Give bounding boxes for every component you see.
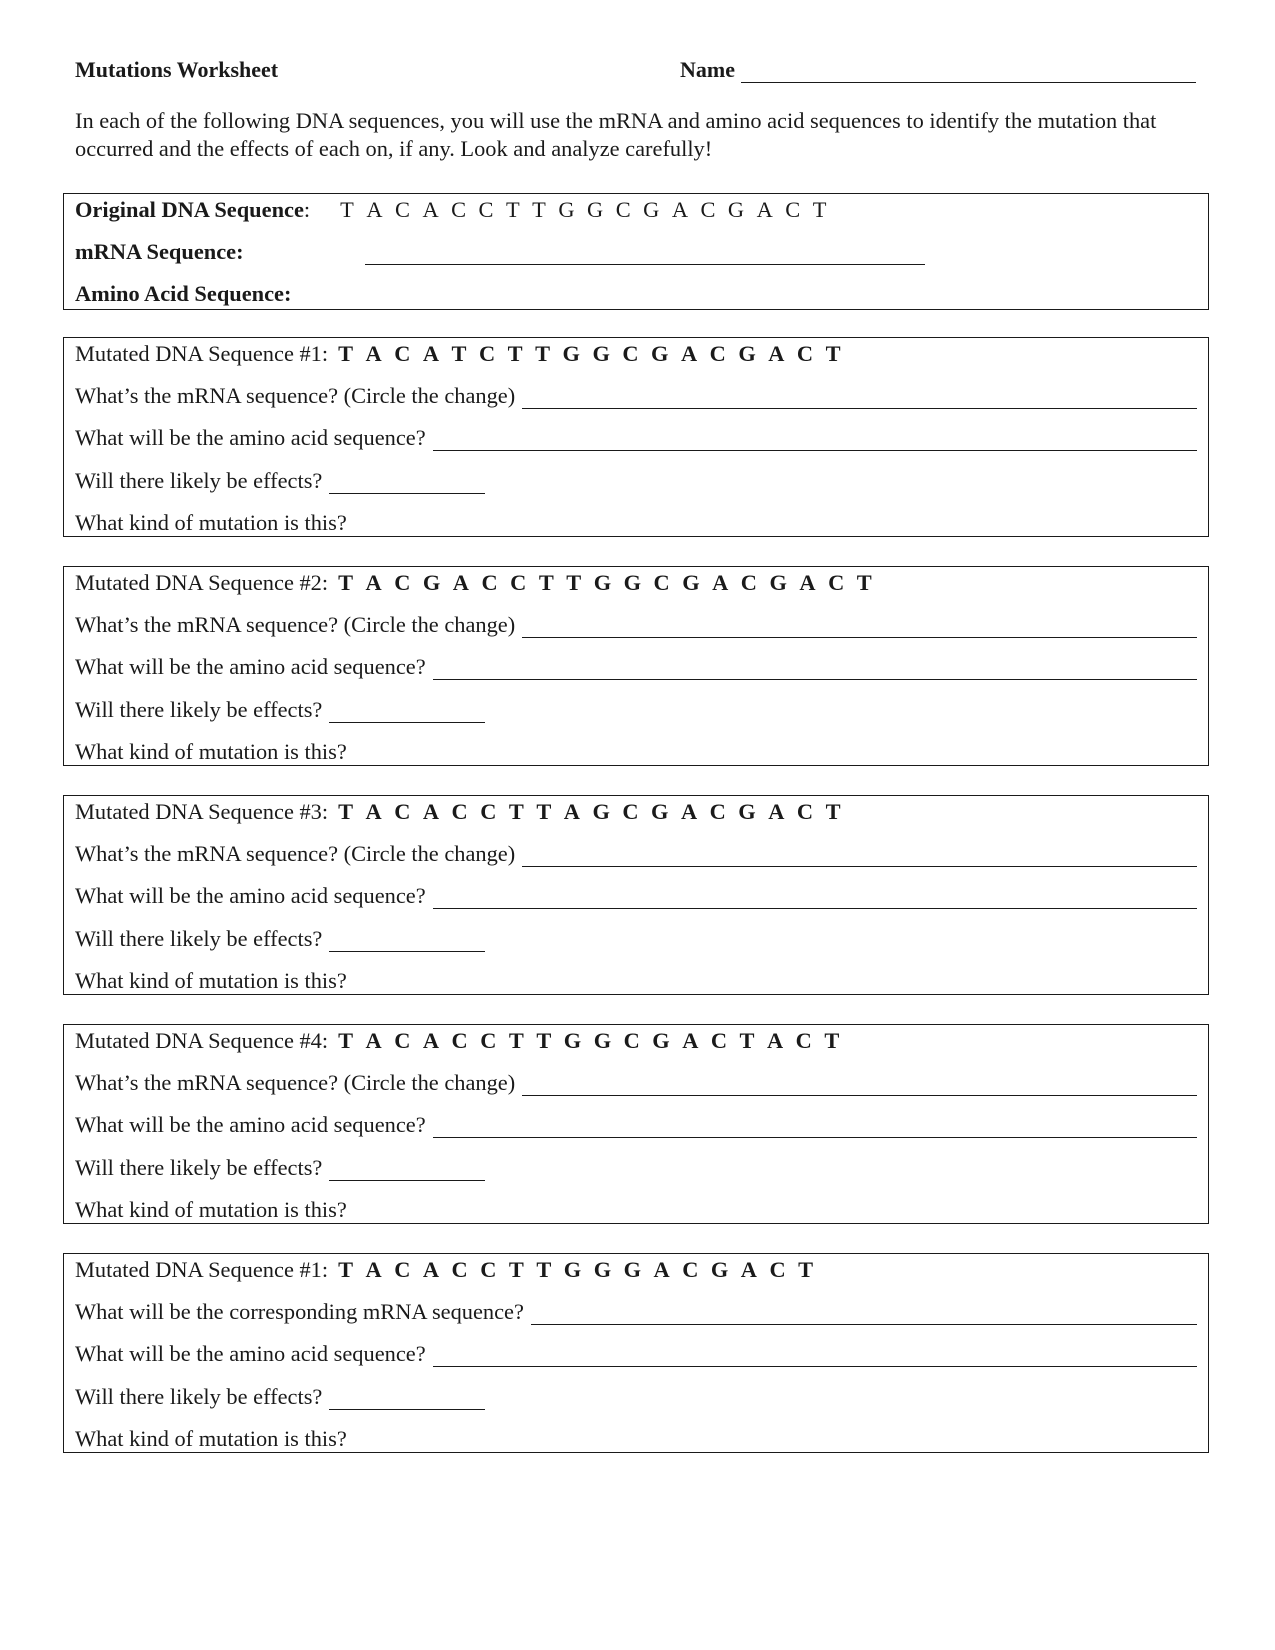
dna-base: G	[593, 1028, 612, 1053]
dna-base: T	[538, 570, 554, 595]
dna-base: G	[592, 341, 610, 366]
dna-base: A	[422, 1257, 440, 1282]
mutation-type-question-row	[75, 1197, 347, 1223]
dna-base: T	[451, 341, 467, 366]
dna-base: C	[394, 799, 411, 824]
mutation-type-question-row	[75, 1426, 347, 1452]
dna-base: A	[422, 1028, 440, 1053]
mutated-dna-label: Mutated DNA Sequence #1:	[75, 1257, 329, 1282]
dna-base: G	[738, 341, 756, 366]
mrna-answer-blank[interactable]	[522, 844, 1197, 867]
dna-base: A	[365, 1257, 382, 1282]
dna-base: C	[394, 1257, 411, 1282]
dna-base: C	[451, 1028, 468, 1053]
mutation-type-question: What kind of mutation is this?	[75, 1426, 347, 1451]
name-blank[interactable]	[741, 60, 1196, 83]
original-sequence-box	[63, 193, 1209, 310]
mutated-dna-sequence	[338, 799, 853, 825]
mrna-question-row	[75, 1070, 1197, 1096]
dna-base: T	[739, 1028, 755, 1053]
mrna-question: What will be the corresponding mRNA sequence?	[75, 1299, 524, 1324]
dna-base: T	[825, 341, 841, 366]
mrna-answer-blank[interactable]	[522, 386, 1197, 409]
dna-base: G	[593, 1257, 612, 1282]
dna-base: G	[562, 341, 580, 366]
dna-base: T	[535, 341, 551, 366]
dna-base: C	[478, 197, 494, 222]
name-field	[680, 57, 1196, 83]
dna-base: C	[740, 570, 757, 595]
effects-question-row	[75, 1384, 485, 1410]
mrna-question-row	[75, 383, 1197, 409]
instructions: In each of the following DNA sequences, you will use the mRNA and amino acid sequences to identify the mutation that occurred and the effects of each on, if any. Look and analyze carefully!	[75, 108, 1157, 161]
dna-base: A	[671, 197, 688, 222]
mutated-dna-row	[75, 799, 853, 825]
dna-base: G	[652, 1028, 670, 1053]
dna-base: A	[768, 799, 785, 824]
dna-base: A	[366, 197, 383, 222]
amino-acid-answer-blank[interactable]	[433, 428, 1197, 451]
mutated-dna-sequence	[338, 570, 884, 596]
dna-base: C	[796, 341, 814, 366]
dna-base: A	[799, 570, 816, 595]
mutated-dna-sequence	[338, 1257, 825, 1283]
mutated-dna-label: Mutated DNA Sequence #4:	[75, 1028, 329, 1053]
dna-base: A	[365, 570, 382, 595]
amino-acid-question: What will be the amino acid sequence?	[75, 425, 426, 450]
mrna-question: What’s the mRNA sequence? (Circle the change)	[75, 612, 516, 637]
dna-base: G	[592, 799, 610, 824]
dna-base: C	[769, 1257, 786, 1282]
dna-base: T	[505, 197, 520, 222]
amino-acid-answer-blank[interactable]	[433, 657, 1197, 680]
mrna-answer-blank[interactable]	[522, 1073, 1197, 1096]
original-amino-row	[75, 281, 291, 307]
mutation-type-question: What kind of mutation is this?	[75, 510, 347, 535]
effects-answer-blank[interactable]	[329, 1158, 485, 1181]
dna-base: G	[563, 1257, 582, 1282]
amino-acid-question-row	[75, 883, 1197, 909]
dna-base: G	[593, 570, 612, 595]
amino-acid-answer-blank[interactable]	[433, 886, 1197, 909]
mutated-dna-row	[75, 1028, 852, 1054]
dna-base: C	[394, 1028, 411, 1053]
dna-base: G	[558, 197, 575, 222]
amino-acid-question-row	[75, 1341, 1197, 1367]
dna-base: C	[451, 799, 468, 824]
dna-base: C	[478, 341, 496, 366]
amino-acid-question-row	[75, 654, 1197, 680]
dna-base: T	[340, 197, 354, 222]
original-dna-label: Original DNA Sequence	[75, 197, 304, 222]
dna-base: G	[623, 570, 642, 595]
dna-base: C	[623, 1028, 640, 1053]
dna-base: T	[508, 1257, 524, 1282]
dna-base: A	[682, 1028, 699, 1053]
dna-base: A	[680, 341, 698, 366]
dna-base: C	[796, 799, 814, 824]
dna-base: C	[709, 799, 726, 824]
mutated-dna-label: Mutated DNA Sequence #2:	[75, 570, 329, 595]
dna-base: C	[480, 1028, 497, 1053]
name-label: Name	[680, 57, 735, 82]
dna-base: C	[480, 799, 497, 824]
mutated-dna-label: Mutated DNA Sequence #1:	[75, 341, 329, 366]
dna-base: G	[710, 1257, 729, 1282]
dna-base: C	[510, 570, 527, 595]
amino-acid-question: What will be the amino acid sequence?	[75, 1112, 426, 1137]
dna-base: T	[338, 799, 354, 824]
mutation-type-question-row	[75, 968, 347, 994]
effects-answer-blank[interactable]	[329, 471, 485, 494]
dna-base: T	[338, 1028, 354, 1053]
amino-acid-question: What will be the amino acid sequence?	[75, 1341, 426, 1366]
dna-base: A	[365, 799, 382, 824]
dna-base: T	[508, 799, 524, 824]
dna-base: T	[825, 799, 841, 824]
mutation-box	[63, 1024, 1209, 1224]
dna-base: G	[727, 197, 745, 222]
mutation-box	[63, 337, 1209, 537]
dna-base: G	[738, 799, 756, 824]
dna-base: T	[798, 1257, 814, 1282]
dna-base: C	[653, 570, 670, 595]
dna-base: C	[795, 1028, 812, 1053]
effects-question-row	[75, 697, 485, 723]
dna-base: T	[338, 570, 354, 595]
dna-base: C	[395, 197, 410, 222]
dna-base: G	[623, 1257, 642, 1282]
dna-base: C	[622, 799, 639, 824]
dna-base: A	[563, 799, 580, 824]
worksheet-title: Mutations Worksheet	[75, 57, 279, 82]
original-dna-row	[75, 197, 839, 223]
dna-base: T	[566, 570, 582, 595]
dna-base: T	[536, 1028, 552, 1053]
original-dna-sequence	[340, 197, 839, 223]
mrna-question: What’s the mRNA sequence? (Circle the change)	[75, 841, 516, 866]
mrna-answer-blank[interactable]	[531, 1302, 1197, 1325]
effects-question: Will there likely be effects?	[75, 926, 323, 951]
amino-acid-question-row	[75, 425, 1197, 451]
mutated-dna-sequence	[338, 1028, 852, 1054]
dna-base: A	[766, 1028, 784, 1053]
dna-base: G	[643, 197, 660, 222]
effects-question: Will there likely be effects?	[75, 1384, 323, 1409]
dna-base: T	[536, 1257, 552, 1282]
dna-base: A	[422, 341, 440, 366]
effects-question: Will there likely be effects?	[75, 697, 323, 722]
dna-base: C	[451, 197, 467, 222]
effects-question-row	[75, 1155, 485, 1181]
dna-base: C	[682, 1257, 699, 1282]
mutated-dna-label: Mutated DNA Sequence #3:	[75, 799, 329, 824]
mutated-dna-sequence	[338, 341, 853, 367]
dna-base: C	[394, 341, 411, 366]
mutated-dna-row	[75, 1257, 826, 1283]
dna-base: T	[536, 799, 552, 824]
dna-base: C	[828, 570, 845, 595]
dna-base: C	[709, 341, 726, 366]
mrna-question: What’s the mRNA sequence? (Circle the change)	[75, 383, 516, 408]
dna-base: G	[651, 341, 669, 366]
dna-base: T	[507, 341, 523, 366]
dna-base: A	[756, 197, 773, 222]
mutated-dna-row	[75, 570, 884, 596]
mrna-answer-blank[interactable]	[522, 615, 1197, 638]
dna-base: T	[824, 1028, 840, 1053]
effects-question-row	[75, 468, 485, 494]
amino-acid-question: What will be the amino acid sequence?	[75, 883, 426, 908]
effects-answer-blank[interactable]	[329, 929, 485, 952]
dna-base: A	[422, 197, 439, 222]
dna-base: A	[740, 1257, 757, 1282]
dna-base: T	[338, 341, 354, 366]
dna-base: A	[712, 570, 729, 595]
mrna-question-row	[75, 612, 1197, 638]
dna-base: G	[769, 570, 787, 595]
mrna-question-row	[75, 841, 1197, 867]
dna-base: T	[532, 197, 546, 222]
dna-base: A	[768, 341, 785, 366]
mrna-question-row	[75, 1299, 1197, 1325]
dna-base: A	[422, 799, 440, 824]
mrna-blank[interactable]	[365, 242, 925, 265]
worksheet-header	[75, 57, 1205, 89]
dna-base: G	[587, 197, 604, 222]
amino-acid-question: What will be the amino acid sequence?	[75, 654, 426, 679]
dna-base: C	[785, 197, 801, 222]
effects-answer-blank[interactable]	[329, 700, 485, 723]
dna-base: C	[480, 1257, 497, 1282]
dna-base: G	[682, 570, 700, 595]
mutation-type-question-row	[75, 510, 347, 536]
amino-acid-answer-blank[interactable]	[433, 1344, 1197, 1367]
dna-base: A	[653, 1257, 670, 1282]
mutation-box	[63, 795, 1209, 995]
amino-acid-answer-blank[interactable]	[433, 1115, 1197, 1138]
amino-acid-label: Amino Acid Sequence:	[75, 281, 292, 306]
dna-base: T	[856, 570, 872, 595]
dna-base: C	[622, 341, 639, 366]
dna-base: C	[615, 197, 631, 222]
dna-base: T	[508, 1028, 524, 1053]
effects-question: Will there likely be effects?	[75, 468, 323, 493]
original-mrna-row	[75, 239, 925, 265]
mutation-type-question: What kind of mutation is this?	[75, 1197, 347, 1222]
mutation-type-question: What kind of mutation is this?	[75, 968, 347, 993]
effects-answer-blank[interactable]	[329, 1387, 485, 1410]
mutation-box	[63, 1253, 1209, 1453]
dna-base: T	[338, 1257, 354, 1282]
mutation-type-question-row	[75, 739, 347, 765]
dna-base: C	[700, 197, 716, 222]
effects-question-row	[75, 926, 485, 952]
effects-question: Will there likely be effects?	[75, 1155, 323, 1180]
dna-base: C	[710, 1028, 728, 1053]
mutation-box	[63, 566, 1209, 766]
dna-base: A	[365, 1028, 382, 1053]
mrna-question: What’s the mRNA sequence? (Circle the change)	[75, 1070, 516, 1095]
dna-base: T	[812, 197, 827, 222]
dna-base: C	[394, 570, 411, 595]
dna-base: A	[452, 570, 469, 595]
mutation-type-question: What kind of mutation is this?	[75, 739, 347, 764]
mutated-dna-row	[75, 341, 853, 367]
dna-base: G	[422, 570, 441, 595]
dna-base: C	[481, 570, 498, 595]
amino-acid-question-row	[75, 1112, 1197, 1138]
dna-base: G	[651, 799, 669, 824]
dna-base: A	[365, 341, 382, 366]
original-dna-colon: :	[303, 197, 311, 222]
dna-base: A	[680, 799, 698, 824]
mrna-label: mRNA Sequence:	[75, 239, 244, 264]
dna-base: C	[451, 1257, 468, 1282]
dna-base: G	[563, 1028, 582, 1053]
